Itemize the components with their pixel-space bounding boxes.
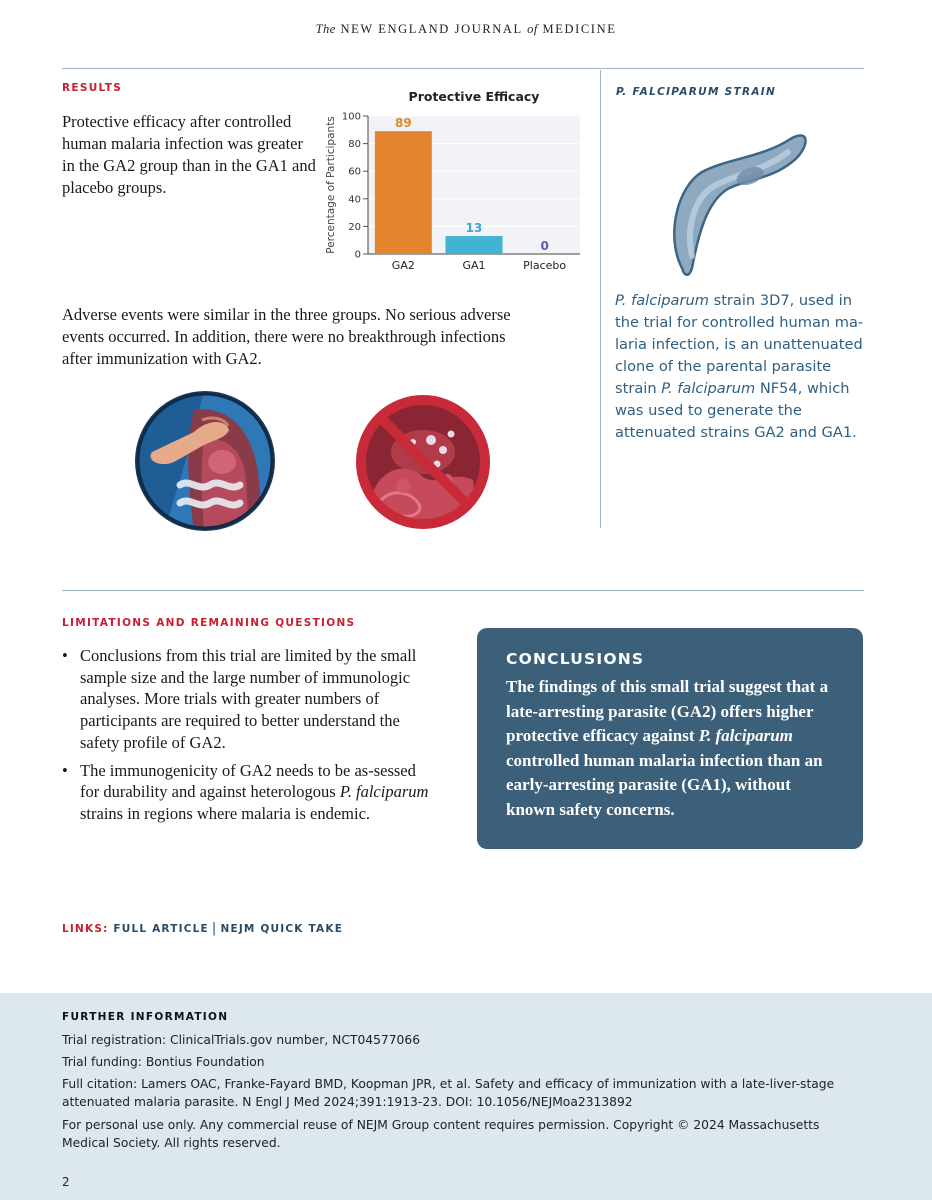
y-axis-label: Percentage of Participants [325,116,337,254]
chart-title: Protective Efficacy [408,89,540,104]
strain-species-2: P. falciparum [661,380,756,397]
top-divider [62,68,864,69]
page-number: 2 [62,1175,70,1189]
results-label: RESULTS [62,82,123,94]
limitation-bullet-2: • The immunogenicity of GA2 needs to be as-sessed for durability and against heterologous P. falciparum strains in regions where malaria is endemic. [62,760,434,825]
parasite-strain-illustration [662,128,812,278]
data-label-ga2: 89 [394,116,412,131]
conclusions-box [477,628,863,849]
quick-take-link[interactable]: NEJM QUICK TAKE [220,923,344,935]
links-label: LINKS: [62,923,109,935]
links-row [62,921,343,936]
no-infection-illustration [353,392,493,532]
bar-ga2 [375,131,432,254]
y-tick-label: 20 [348,221,361,233]
masthead-of: of [527,22,538,36]
results-paragraph-2: Adverse events were similar in the three groups. No serious adverse events occurred. In addition, there were no breakthrough infections after immunization with GA2. [62,305,511,368]
x-tick-label-ga2: GA2 [391,259,415,272]
conclusions-title: CONCLUSIONS [506,650,645,668]
masthead-title: NEW ENGLAND JOURNAL [340,22,523,36]
conclusions-text: The findings of this small trial suggest that a late-arresting parasite (GA2) offers higher protective efficacy against P. falciparum controlled human malaria infection than an early-arresting parasite (GA1), without known safety concerns. [506,677,829,819]
y-tick-label: 40 [348,194,361,206]
data-label-placebo: 0 [540,239,549,253]
injection-arm-illustration [134,390,276,532]
middle-divider [62,590,864,591]
x-tick-label-placebo: Placebo [523,259,567,272]
limitations-label: LIMITATIONS AND REMAINING QUESTIONS [62,617,356,629]
masthead-medicine: MEDICINE [542,22,617,36]
trial-registration: Trial registration: ClinicalTrials.gov number, NCT04577066 [62,1033,421,1047]
trial-funding: Trial funding: Bontius Foundation [62,1055,265,1069]
strain-text-2: NF54, which was used to generate the attenuated strains GA2 and GA1. [615,380,857,441]
protective-efficacy-chart [318,84,588,276]
data-label-ga1: 13 [465,221,483,236]
y-tick-label: 0 [354,249,361,261]
x-tick-label-ga1: GA1 [462,259,486,272]
masthead-the: The [315,22,336,36]
copyright-notice: For personal use only. Any commercial reuse of NEJM Group content requires permission. Copyright © 2024 Massachusetts Medical Society. All rights reserved. [62,1118,820,1150]
limitations-list [62,645,434,831]
y-tick-label: 100 [341,111,361,123]
results-paragraph-1: Protective efficacy after controlled human malaria infection was greater in the GA2 group than in the GA1 and placebo groups. [62,112,316,197]
sidebar-divider [600,70,601,528]
strain-text-1: strain 3D7, used in the trial for controlled human ma-laria infection, is an unattenuated clone of the parental parasite strain [615,292,864,397]
journal-masthead [0,22,932,37]
strain-label: P. FALCIPARUM STRAIN [616,86,777,98]
strain-description [615,290,867,444]
limitation-bullet-1: • Conclusions from this trial are limited by the small sample size and the large number of immunologic analyses. More trials with greater numbers of participants are required to better understand the safety profile of GA2. [62,645,434,754]
full-citation: Full citation: Lamers OAC, Franke-Fayard BMD, Koopman JPR, et al. Safety and efficacy of immunization with a late-liver-stage attenuated malaria parasite. N Engl J Med 2024;391:1913-23. DOI: 10.1056/NEJMoa2313892 [62,1077,835,1109]
links-separator: | [211,921,218,936]
y-tick-label: 60 [348,166,361,178]
full-article-link[interactable]: FULL ARTICLE [113,923,209,935]
strain-species-1: P. falciparum [615,292,709,309]
further-information-title: FURTHER INFORMATION [62,1011,229,1023]
bar-ga1 [446,236,503,254]
y-tick-label: 80 [348,139,361,151]
